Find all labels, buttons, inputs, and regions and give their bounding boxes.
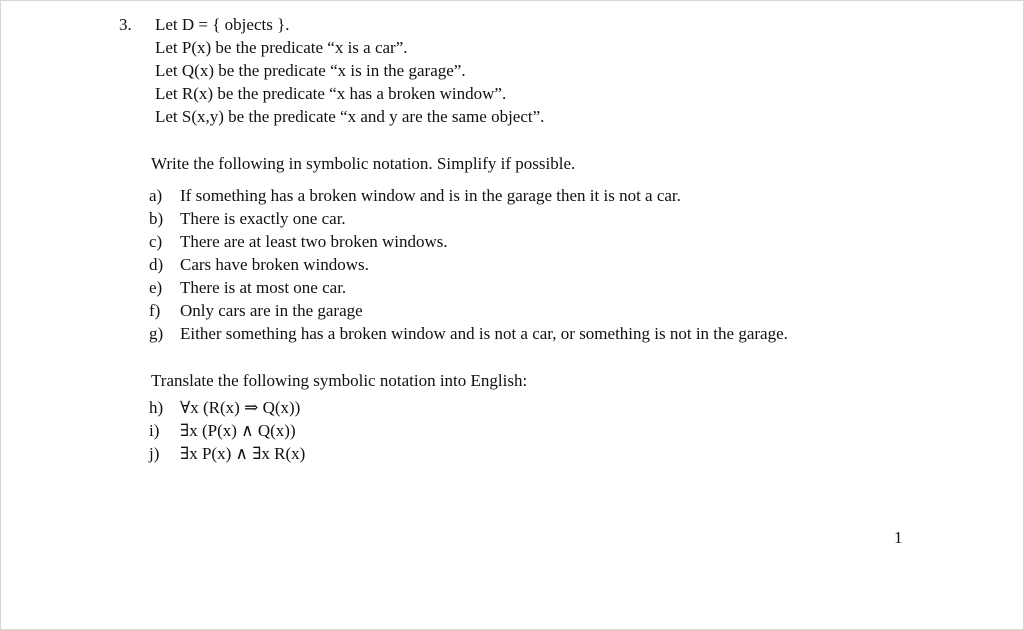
item-text: Cars have broken windows. [180,255,369,274]
item-label: b) [149,209,164,228]
translate-list [149,396,305,465]
list-item [149,322,788,345]
item-text: There is exactly one car. [180,209,346,228]
item-label: c) [149,232,163,251]
list-item [149,253,788,276]
page-number: 1 [894,528,903,547]
item-label: i) [149,421,160,440]
instruction-symbolic: Write the following in symbolic notation. Simplify if possible. [151,154,576,173]
list-item [149,442,305,465]
list-item [149,276,788,299]
question-number: 3. [119,15,132,34]
item-label: f) [149,301,161,320]
list-item [149,396,305,419]
item-formula: ∃x (P(x) ∧ Q(x)) [180,421,296,440]
definition-p: Let P(x) be the predicate “x is a car”. [155,38,408,57]
list-item [149,184,788,207]
instruction-translate: Translate the following symbolic notation into English: [151,371,528,390]
item-text: Either something has a broken window and is not a car, or something is not in the garage. [180,324,788,343]
definition-domain: Let D = { objects }. [155,15,290,34]
item-text: Only cars are in the garage [180,301,363,320]
item-label: a) [149,186,163,205]
item-label: g) [149,324,164,343]
item-label: d) [149,255,164,274]
item-label: j) [149,444,160,463]
definition-q: Let Q(x) be the predicate “x is in the garage”. [155,61,466,80]
item-text: There are at least two broken windows. [180,232,448,251]
symbolic-list [149,184,788,345]
list-item [149,230,788,253]
definition-r: Let R(x) be the predicate “x has a broken window”. [155,84,507,103]
definition-s: Let S(x,y) be the predicate “x and y are the same object”. [155,107,545,126]
item-formula: ∃x P(x) ∧ ∃x R(x) [180,444,306,463]
list-item [149,207,788,230]
list-item [149,299,788,322]
item-label: e) [149,278,163,297]
item-text: There is at most one car. [180,278,347,297]
item-label: h) [149,398,164,417]
item-formula: ∀x (R(x) ⇒ Q(x)) [180,398,301,417]
definitions [155,13,544,128]
item-text: If something has a broken window and is in the garage then it is not a car. [180,186,681,205]
list-item [149,419,305,442]
